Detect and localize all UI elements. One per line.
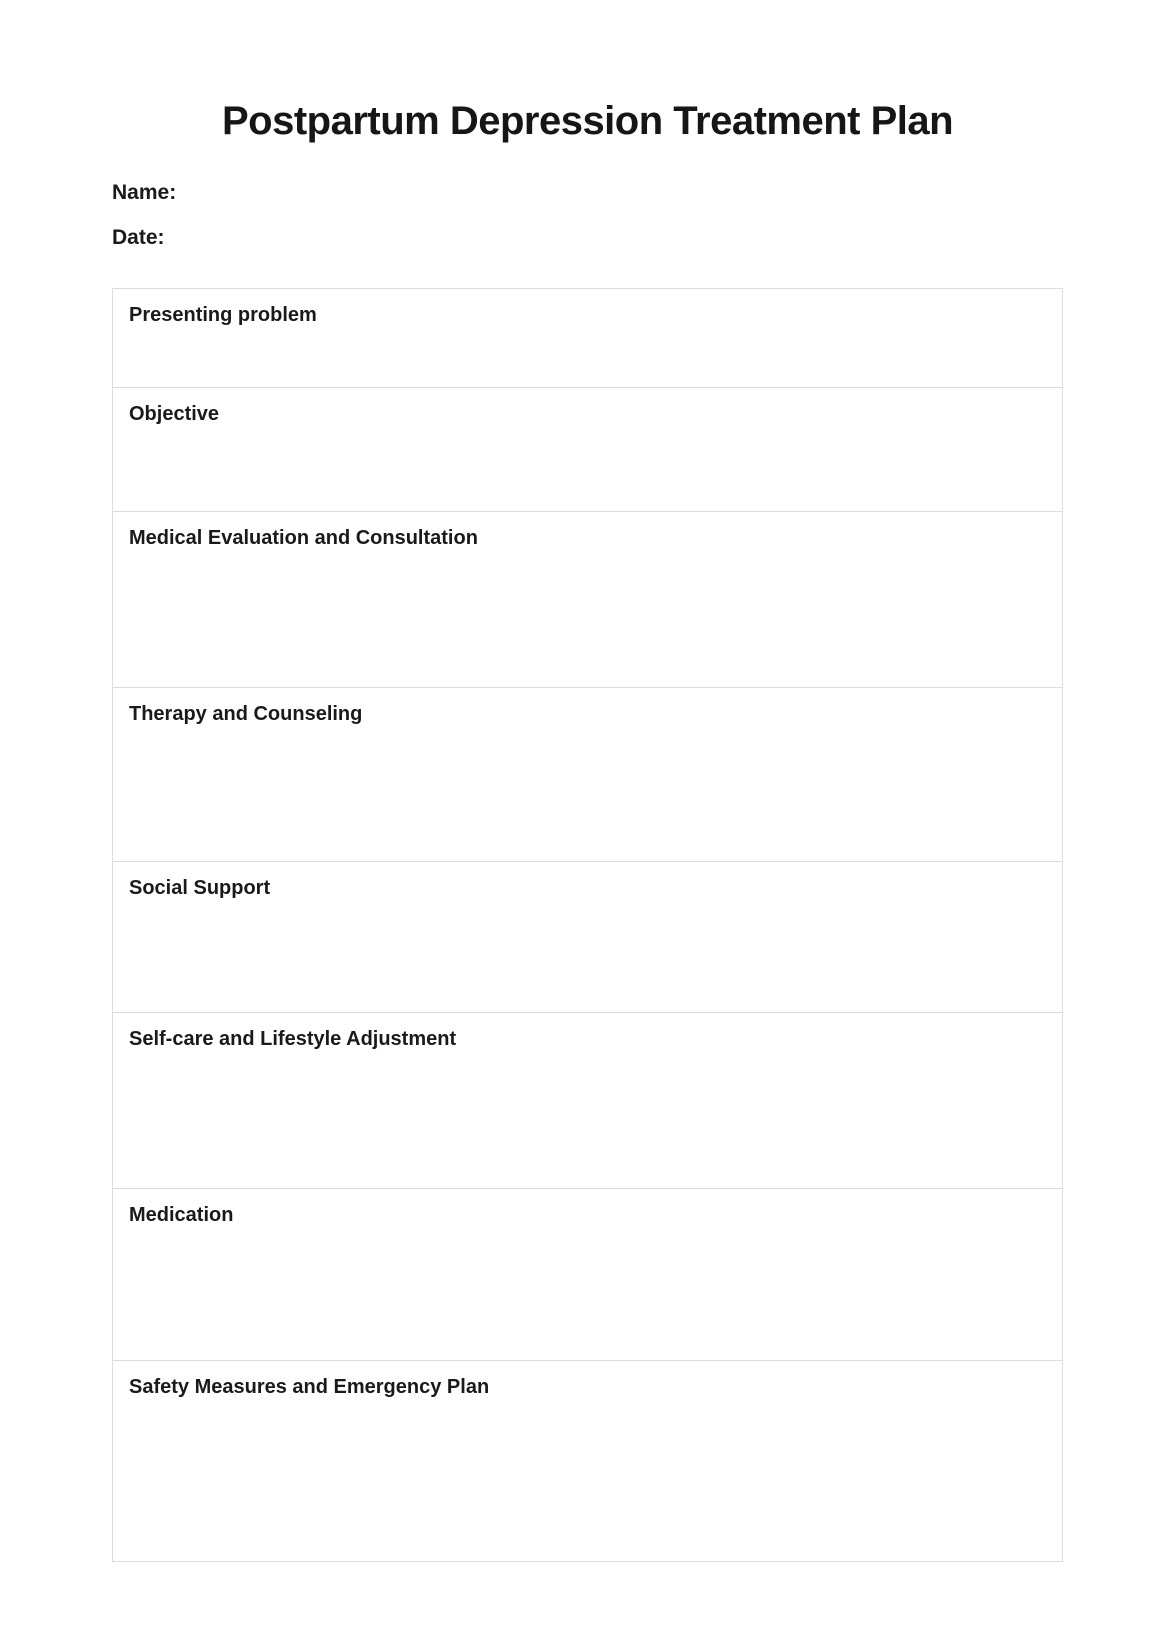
date-field-row <box>112 219 1063 264</box>
meta-fields <box>112 174 1063 264</box>
name-field-value[interactable] <box>184 174 1063 199</box>
section-row-medication[interactable] <box>113 1188 1062 1360</box>
date-field-label: Date: <box>112 226 165 249</box>
section-label: Medication <box>129 1204 234 1226</box>
section-label: Social Support <box>129 877 271 899</box>
section-label: Therapy and Counseling <box>129 703 363 725</box>
section-label: Presenting problem <box>129 304 317 326</box>
date-field-value[interactable] <box>173 219 1063 244</box>
name-field-label: Name: <box>112 181 177 204</box>
section-row-self-care-and-lifestyle-adjustment[interactable] <box>113 1012 1062 1188</box>
section-row-medical-evaluation-and-consultation[interactable] <box>113 511 1062 687</box>
name-field-row <box>112 174 1063 219</box>
section-label: Safety Measures and Emergency Plan <box>129 1376 490 1398</box>
section-row-therapy-and-counseling[interactable] <box>113 687 1062 861</box>
section-label: Objective <box>129 403 220 425</box>
treatment-plan-table <box>112 288 1063 1562</box>
section-row-safety-measures-and-emergency-plan[interactable] <box>113 1360 1062 1561</box>
section-row-objective[interactable] <box>113 387 1062 511</box>
section-label: Self-care and Lifestyle Adjustment <box>129 1028 457 1050</box>
section-row-presenting-problem[interactable] <box>113 289 1062 387</box>
section-row-social-support[interactable] <box>113 861 1062 1012</box>
document-title: Postpartum Depression Treatment Plan <box>221 99 954 143</box>
section-label: Medical Evaluation and Consultation <box>129 527 478 549</box>
